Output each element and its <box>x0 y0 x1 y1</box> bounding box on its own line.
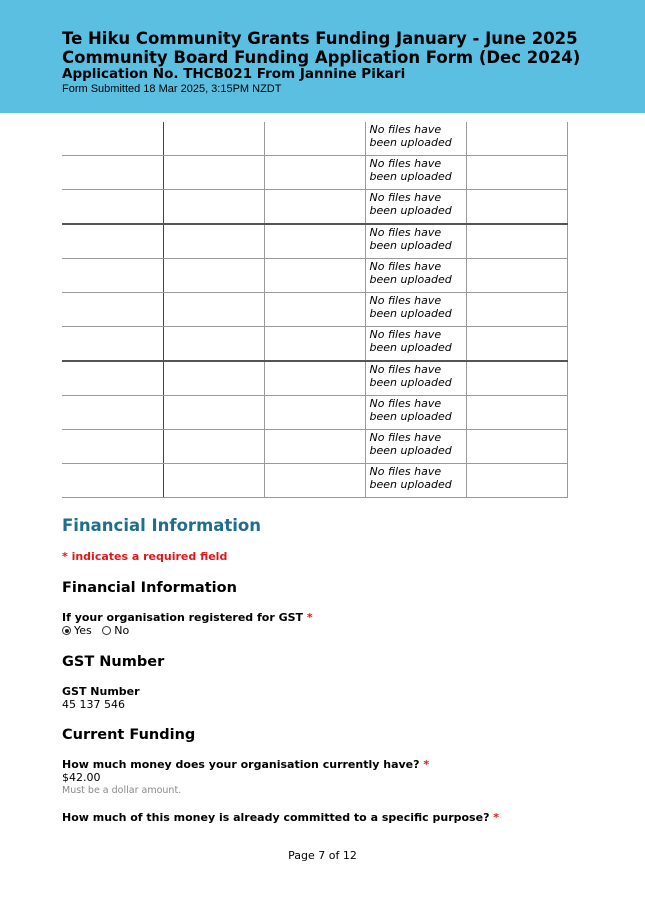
table-cell <box>62 156 163 190</box>
table-cell <box>62 122 163 156</box>
table-cell <box>163 361 264 396</box>
no-files-uploaded: No files have been uploaded <box>365 464 466 498</box>
table-cell <box>466 464 567 498</box>
submitted-date: Form Submitted 18 Mar 2025, 3:15PM NZDT <box>62 83 282 95</box>
gst-number-value: 45 137 546 <box>62 698 125 711</box>
table-cell <box>62 464 163 498</box>
form-title-line-1: Te Hiku Community Grants Funding January - June 2025 <box>62 29 578 48</box>
table-row <box>62 430 567 464</box>
gst-registered-question: If your organisation registered for GST * <box>62 611 313 624</box>
application-number: Application No. THCB021 From Jannine Pikari <box>62 66 406 82</box>
radio-no-label: No <box>114 624 130 637</box>
table-cell <box>466 224 567 259</box>
no-files-uploaded: No files have been uploaded <box>365 190 466 225</box>
financial-information-heading: Financial Information <box>62 580 237 596</box>
form-title-line-2: Community Board Funding Application Form (Dec 2024) <box>62 48 581 67</box>
table-row <box>62 293 567 327</box>
table-cell <box>466 430 567 464</box>
required-star: * <box>493 811 500 824</box>
required-field-note: * indicates a required field <box>62 550 228 563</box>
no-files-uploaded: No files have been uploaded <box>365 361 466 396</box>
table-row <box>62 122 567 156</box>
no-files-uploaded: No files have been uploaded <box>365 224 466 259</box>
required-star: * <box>423 758 430 771</box>
table-row <box>62 259 567 293</box>
table-row <box>62 464 567 498</box>
table-cell <box>163 190 264 225</box>
no-files-uploaded: No files have been uploaded <box>365 327 466 362</box>
no-files-uploaded: No files have been uploaded <box>365 122 466 156</box>
table-cell <box>62 396 163 430</box>
table-cell <box>264 122 365 156</box>
dollar-amount-hint: Must be a dollar amount. <box>62 785 182 796</box>
table-cell <box>466 396 567 430</box>
table-cell <box>264 293 365 327</box>
page-number: Page 7 of 12 <box>288 849 357 862</box>
gst-number-heading: GST Number <box>62 654 165 670</box>
table-cell <box>62 190 163 225</box>
gst-number-label: GST Number <box>62 685 140 698</box>
no-files-uploaded: No files have been uploaded <box>365 156 466 190</box>
current-money-question: How much money does your organisation currently have? * <box>62 758 430 771</box>
table-cell <box>264 259 365 293</box>
table-cell <box>163 224 264 259</box>
current-money-value: $42.00 <box>62 771 101 784</box>
table-cell <box>264 464 365 498</box>
table-row <box>62 361 567 396</box>
table-row <box>62 190 567 225</box>
committed-money-question: How much of this money is already committed to a specific purpose? * <box>62 811 500 824</box>
table-cell <box>62 361 163 396</box>
no-files-uploaded: No files have been uploaded <box>365 293 466 327</box>
table-cell <box>264 190 365 225</box>
table-cell <box>62 327 163 362</box>
no-files-uploaded: No files have been uploaded <box>365 259 466 293</box>
table-cell <box>163 259 264 293</box>
table-row <box>62 327 567 362</box>
table-cell <box>163 156 264 190</box>
gst-registered-options <box>62 624 129 638</box>
table-cell <box>163 430 264 464</box>
table-row <box>62 396 567 430</box>
table-cell <box>163 327 264 362</box>
form-header <box>0 0 645 113</box>
uploaded-files-table <box>62 122 568 498</box>
table-cell <box>163 396 264 430</box>
table-cell <box>163 464 264 498</box>
table-cell <box>264 430 365 464</box>
table-cell <box>264 396 365 430</box>
section-title: Financial Information <box>62 516 262 535</box>
table-cell <box>264 224 365 259</box>
radio-no[interactable] <box>102 626 111 635</box>
table-cell <box>264 327 365 362</box>
table-cell <box>466 122 567 156</box>
no-files-uploaded: No files have been uploaded <box>365 396 466 430</box>
table-cell <box>466 259 567 293</box>
current-funding-heading: Current Funding <box>62 727 196 743</box>
radio-yes-label: Yes <box>74 624 92 637</box>
table-cell <box>466 327 567 362</box>
table-row <box>62 156 567 190</box>
table-row <box>62 224 567 259</box>
table-cell <box>163 122 264 156</box>
table-cell <box>62 430 163 464</box>
table-cell <box>163 293 264 327</box>
table-cell <box>62 224 163 259</box>
radio-yes[interactable] <box>62 626 71 635</box>
table-cell <box>466 156 567 190</box>
no-files-uploaded: No files have been uploaded <box>365 430 466 464</box>
table-cell <box>62 293 163 327</box>
table-cell <box>264 156 365 190</box>
required-star: * <box>306 611 313 624</box>
table-cell <box>466 190 567 225</box>
table-cell <box>466 293 567 327</box>
table-cell <box>62 259 163 293</box>
table-cell <box>466 361 567 396</box>
table-cell <box>264 361 365 396</box>
